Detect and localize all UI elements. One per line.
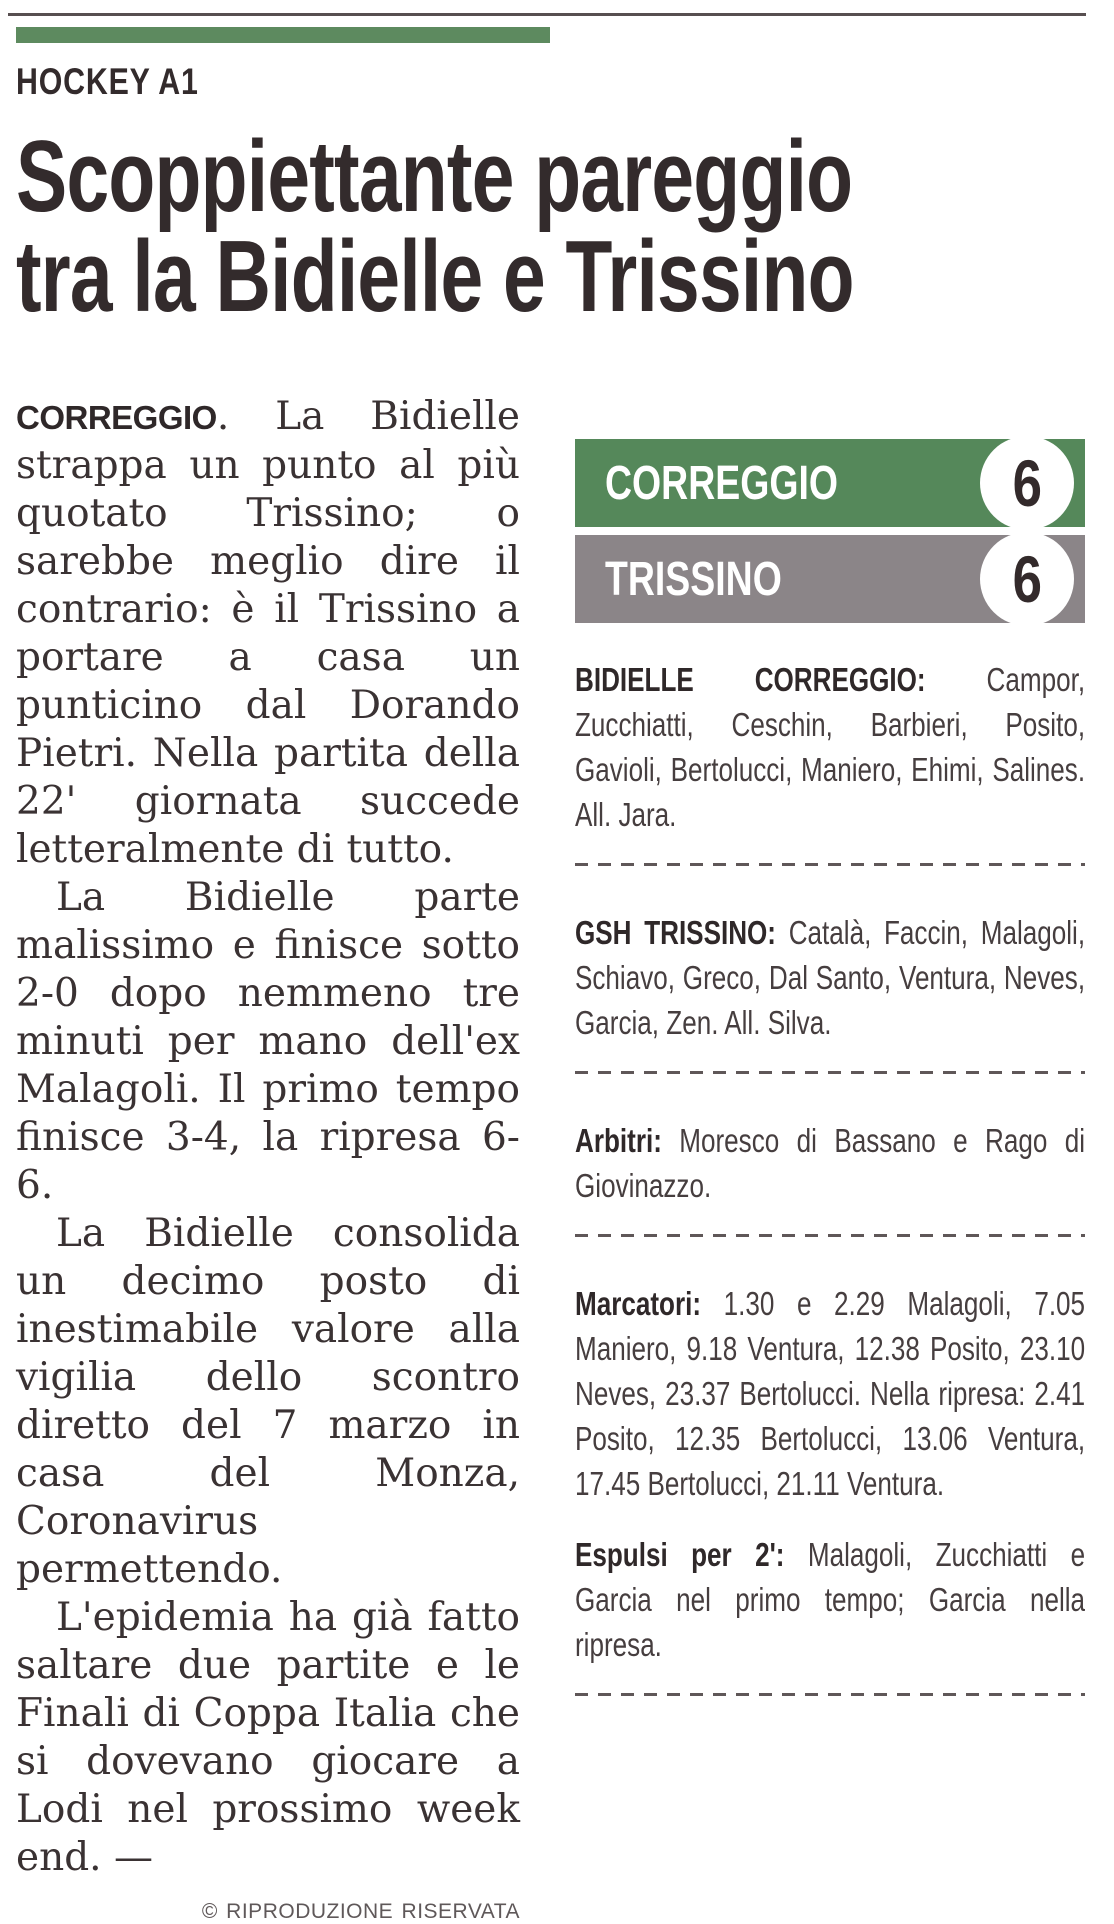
boxscore-section-text	[575, 1118, 1085, 1208]
boxscore-paragraph: GSH TRISSINO: Català, Faccin, Malagoli, Schiavo, Greco, Dal Santo, Ventura, Neves, Garcia, Zen. All. Silva.	[575, 914, 1086, 1041]
boxscore-section	[575, 657, 1085, 837]
boxscore-section-text	[575, 910, 1085, 1045]
boxscore-label: Espulsi per 2':	[575, 1536, 785, 1573]
score-row	[575, 439, 1085, 527]
article-body-column	[16, 393, 520, 1924]
boxscore-paragraph: BIDIELLE CORREGGIO: Campor, Zucchiatti, Ceschin, Barbieri, Posito, Gavioli, Bertolucci, Maniero, Ehimi, Salines. All. Jara.	[575, 661, 1086, 833]
boxscore-section-text	[575, 657, 1085, 837]
boxscore-section-text	[575, 1281, 1085, 1506]
score-value: 6	[1012, 542, 1042, 616]
score-circle	[980, 436, 1074, 530]
boxscore-section	[575, 1532, 1085, 1667]
team-name: TRISSINO	[605, 552, 782, 606]
boxscore-label: Arbitri:	[575, 1122, 662, 1159]
team-name: CORREGGIO	[605, 456, 838, 510]
headline	[16, 121, 1085, 333]
top-rule	[8, 13, 1086, 16]
score-row	[575, 535, 1085, 623]
scoreboard	[575, 439, 1085, 623]
boxscore-paragraph: Espulsi per 2': Malagoli, Zucchiatti e Garcia nel primo tempo; Garcia nella ripresa.	[575, 1536, 1086, 1663]
boxscore-paragraph: Marcatori: 1.30 e 2.29 Malagoli, 7.05 Maniero, 9.18 Ventura, 12.38 Posito, 23.10 Neves, 23.37 Bertolucci. Nella ripresa: 2.41 Posito, 12.35 Bertolucci, 13.06 Ventura, 17.45 Bertolucci, 21.11 Ventura.	[575, 1285, 1086, 1502]
score-value: 6	[1012, 446, 1042, 520]
copyright-notice: © RIPRODUZIONE RISERVATA	[201, 1900, 520, 1923]
article-paragraph: La Bidielle consolida un decimo posto di inestimabile valore alla vigilia dello scontro diretto del 7 marzo in casa del Monza, Coronavirus permettendo.	[16, 1211, 520, 1592]
match-summary-column	[575, 393, 1085, 1924]
article-paragraphs	[16, 393, 520, 1882]
article-paragraph: L'epidemia ha già fatto saltare due partite e le Finali di Coppa Italia che si dovevano giocare a Lodi nel prossimo week end. —	[16, 1595, 520, 1880]
boxscore-section	[575, 1281, 1085, 1506]
article-paragraph: La Bidielle parte malissimo e finisce sotto 2-0 dopo nemmeno tre minuti per mano dell'ex Malagoli. Il primo tempo finisce 3-4, la ripresa 6-6.	[16, 875, 520, 1208]
boxscore-section	[575, 1118, 1085, 1208]
headline-line-1: Scoppiettante pareggio	[16, 121, 853, 233]
paragraph-lead-word: CORREGGIO	[16, 399, 217, 436]
boxscore-paragraph: Arbitri: Moresco di Bassano e Rago di Giovinazzo.	[575, 1122, 1086, 1204]
boxscore	[575, 657, 1085, 1696]
article-paragraph: CORREGGIO. La Bidielle strappa un punto al più quotato Trissino; o sarebbe meglio dire il contrario: è il Trissino a portare a casa un punticino dal Dorando Pietri. Nella partita della 22' giornata succede letteralmente di tutto.	[16, 394, 520, 872]
section-accent-bar	[16, 27, 550, 43]
dashed-divider	[575, 1234, 1085, 1237]
kicker: HOCKEY A1	[16, 61, 199, 102]
boxscore-label: GSH TRISSINO:	[575, 914, 777, 951]
score-circle	[980, 532, 1074, 626]
boxscore-label: Marcatori:	[575, 1285, 702, 1322]
boxscore-section-text	[575, 1532, 1085, 1667]
dashed-divider	[575, 1071, 1085, 1074]
boxscore-section	[575, 910, 1085, 1045]
article-columns	[16, 393, 1085, 1924]
dashed-divider	[575, 1693, 1085, 1696]
dashed-divider	[575, 863, 1085, 866]
boxscore-label: BIDIELLE CORREGGIO:	[575, 661, 926, 698]
headline-line-2: tra la Bidielle e Trissino	[16, 221, 854, 333]
